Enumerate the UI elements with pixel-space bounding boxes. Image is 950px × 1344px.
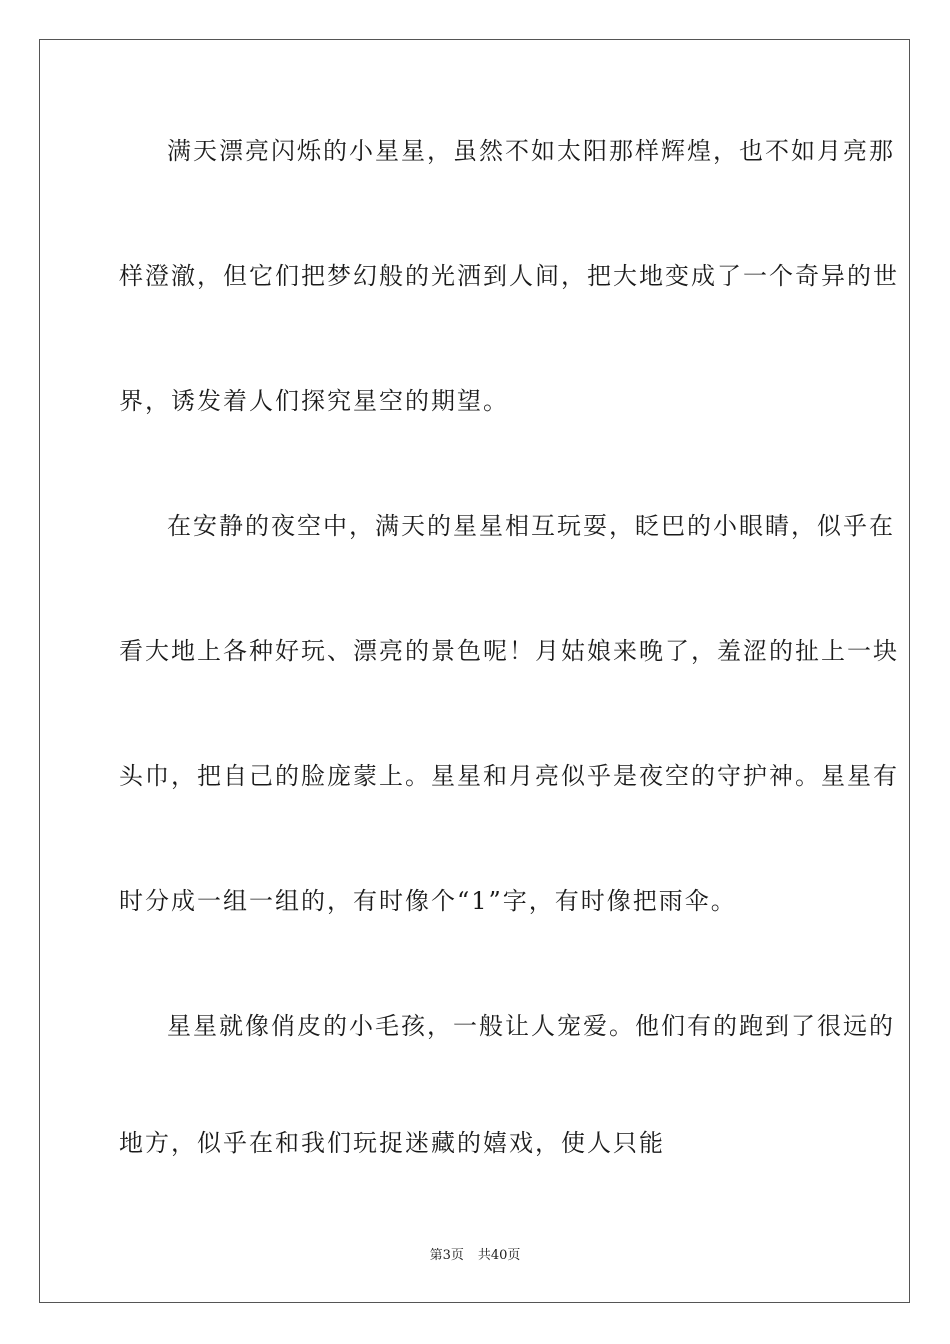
paragraph-1-line-2: 样澄澈，但它们把梦幻般的光洒到人间，把大地变成了一个奇异的世 <box>119 262 899 290</box>
paragraph-3-line-2: 地方，似乎在和我们玩捉迷藏的嬉戏，使人只能 <box>119 1129 665 1157</box>
paragraph-1-line-3: 界，诱发着人们探究星空的期望。 <box>119 387 509 415</box>
page-total: 共40页 <box>477 1248 521 1263</box>
paragraph-2-line-4: 时分成一组一组的，有时像个“1”字，有时像把雨伞。 <box>119 887 737 915</box>
paragraph-3-line-1: 星星就像俏皮的小毛孩，一般让人宠爱。他们有的跑到了很远的 <box>167 1012 895 1040</box>
paragraph-2-line-3: 头巾，把自己的脸庞蒙上。星星和月亮似乎是夜空的守护神。星星有 <box>119 762 899 790</box>
page-frame <box>39 39 910 1303</box>
page-number: 第3页 <box>429 1248 464 1263</box>
paragraph-1-line-1: 满天漂亮闪烁的小星星，虽然不如太阳那样辉煌，也不如月亮那 <box>167 137 895 165</box>
paragraph-2-line-1: 在安静的夜空中，满天的星星相互玩耍，眨巴的小眼睛，似乎在 <box>167 512 895 540</box>
page-footer <box>0 1247 950 1265</box>
paragraph-2-line-2: 看大地上各种好玩、漂亮的景色呢！月姑娘来晚了，羞涩的扯上一块 <box>119 637 899 665</box>
